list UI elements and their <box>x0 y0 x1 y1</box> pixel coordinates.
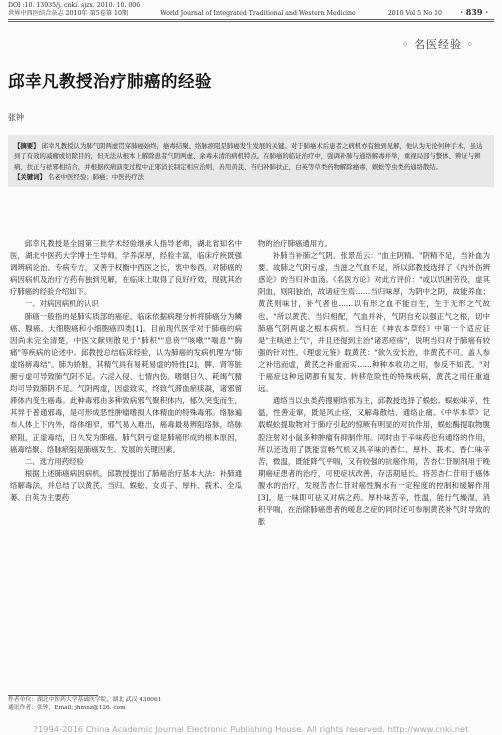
watermark: ?1994-2016 China Academic Journal Electronic Publishing House. All rights reserved. http://www.cnki.net <box>33 724 469 734</box>
author-affiliation: 作者单位：湖北中医药大学基础医学院，湖北 武汉 430061 <box>8 697 162 703</box>
abstract-text: 邱幸凡教授认为肺气阴两虚贯穿肺癌始终，癌毒结聚、络脉瘀阻是肺癌发生发展的关键。对于肺癌术后患者之病机亦有独到见解，他认为无论何种手术，虽达到了有效的减瘤或切除目的，但无法从根本上解除患者气阴两虚、余毒未清的病机特点。在肺癌的临证治疗中，强调补肺与通络解毒并举，重视局部与整体、辨证与辨病、扶正与祛邪相结合，并根据疾病演变过程中正邪消长制定相应治则，善用黄芪、当归补肺扶正，白英等草类药物解除癌毒，蜈蚣等虫类药通络散结。 <box>14 142 483 171</box>
paragraph: 肺癌一般指的是肺实质部的癌症。临床依据病理分析将肺癌分为鳞癌、腺癌、大细胞癌和小细胞癌四类[1]。目前现代医学对于肺癌的病因尚未完全清楚，中医文献则散见于"肺积""息贲""咳嗽""喘息""胸痛"等疾病的论述中。邱教授总结临床经验，认为肺癌的发病机理为"肺虚络痹毒结"。肺为娇脏，其精气具有易耗易虚的特性[2]，脾、肾等脏腑亏虚可导致肺气阴不足。六淫入侵、七情内伤、嗜烟日久、耗竭气精均可导致肺阴不足。气阴两虚，因虚致实，终致气滞血瘀痰凝，诸邪留滞体内变生癌毒。此种毒邪由多种致病邪气聚积体内，郁久突变而生，其异于普通邪毒，是可形成恶性肿瘤嗜损人体精血的特殊毒邪。络脉遍布人体上下内外，络体细窄，邪气易入难出，癌毒最易辨阻络脉，络脉瘀阻，正虚毒结，日久发为肺癌。肺气阴亏虚是肺癌形成的根本原因，癌毒结聚、络脉瘀阻是肺癌发生、发展的关键因素。 <box>10 311 242 454</box>
author: 张钟 <box>8 113 24 122</box>
paragraph: 物的治疗肺癌通用方。 <box>258 239 332 248</box>
journal-cn: 世界中西医结合杂志 2010年 第5卷第 10期 <box>8 10 129 17</box>
section-heading: 一、对病因病机的认识 <box>24 299 99 309</box>
left-column <box>10 238 242 504</box>
page-number: · 839 · <box>460 7 488 17</box>
header-rule-2 <box>8 21 494 22</box>
footnote-rule <box>8 695 98 696</box>
header-rule <box>8 19 494 20</box>
paragraph: 根据上述肺癌病因病机，邱教授提出了肺癌治疗基本大法：补肺通络解毒法，并总结了以黄芪、当归、蜈蚣、女贞子、厚朴、莪术、全瓜蒌、白英为主要药 <box>10 468 242 502</box>
keywords-label: 【关键词】 <box>14 172 46 181</box>
paragraph: 通络当以虫类药搜剔络邪为主，邱教授选择了蜈蚣。蜈蚣味辛，性温，性善走窜，既是风止痉，又解毒散结、通络止痛。《中华本草》记载蜈蚣提取物对于肺疗引起的惊厥有明显的对抗作用，蜈蚣酶提取物腹腔注射对小鼠多种肿瘤有抑制作用。同时由于辛味药也有通络的作用，所以还选用了既能宣畅气机又具辛味的香仁、厚朴、莪术。香仁味辛苦，微温，既能降气平喘，又有较强的抗癌作用，苦杏仁苷制剂用于晚期癌症患者的治疗，可使症状改善，存活期延长。将苦杏仁苷用于癌体腹水的治疗，发现苦杏仁苷对癌性胸水有一定程度的控制和缓解作用[3]，是一味即可祛又对病之药。厚朴味苦辛，性温，能行气燥湿，消积平喘，在治除肺癌患者的嗳息之症的同时还可参制黄芪补气时导致的胀 <box>258 396 490 527</box>
abstract-label: 【摘要】 <box>14 142 40 150</box>
abstract-box <box>8 135 494 187</box>
journal-en: World Journal of Integrated Traditional and Western Medicine <box>160 10 356 17</box>
running-header <box>8 2 494 18</box>
paragraph: 补肺当补肺之气阴。张景岳云："血主阴精。"阴精不足，当补血为要。故肺之气阴亏虚，当滋之气血不足，所以邱教授选择了《内外伤辨惑论》的当归补血汤。《名医方论》对此方评价："或以饥困劳役，虚其阴血，则阳独治，故诸症生焉……当归味厚，为阴中之阴，故能养血；黄芪则味甘，补气者也……以有形之血不能自生，生于无形之气故也。"所以黄芪、当归相配，气血并补，气阴自充以强正气之根，切中肺癌气阴两虚之根本病机。当归在《神农本草经》中第一个适应证是"主咳逆上气"，并且还提到主治"诸恶疮疡"，说明当归对于肺癌有较强的针对性。《理虚元鉴》载黄芪："欲久安长治，非黄芪不可。盖人参之补迅而虚，黄芪之补重而实……种种本收功之用，参反不如芪。"对于癌症这种远期都有复发、转移危险性的特殊疾病，黄芪之用任重道远。 <box>258 251 490 394</box>
doi: DOI :10. 13935/j. cnki. sjzx. 2010. 10. 006 <box>8 2 141 9</box>
right-column <box>258 238 490 528</box>
section-label: ◦ 名医经验 ◦ <box>402 38 474 51</box>
paragraph: 邱幸凡教授是全国第三批学术经验继承人指导老师，湖北省知名中医，湖北中医药大学博士生导师，学养深厚，经验丰富，临床疗疾既强调辨病论治、专病专方，又善于权衡中西医之长，衷中参西，对肺癌的病因病机及治疗方药有独到见解，在临床上取得了良好疗效，现就其治疗肺癌的经验介绍如下。 <box>10 239 242 297</box>
issue: 2010 Vol 5 No 10 <box>387 10 442 17</box>
page-title: 邱幸凡教授治疗肺癌的经验 <box>8 72 212 91</box>
keywords-text: 名老中医经验；肺癌；中医药疗法 <box>48 172 144 181</box>
section-heading: 二、选方用药经验 <box>24 456 84 466</box>
footnote <box>8 697 161 712</box>
corresponding-author: 通讯作者：张钟，Email: jhmnz@126. com <box>8 704 126 711</box>
